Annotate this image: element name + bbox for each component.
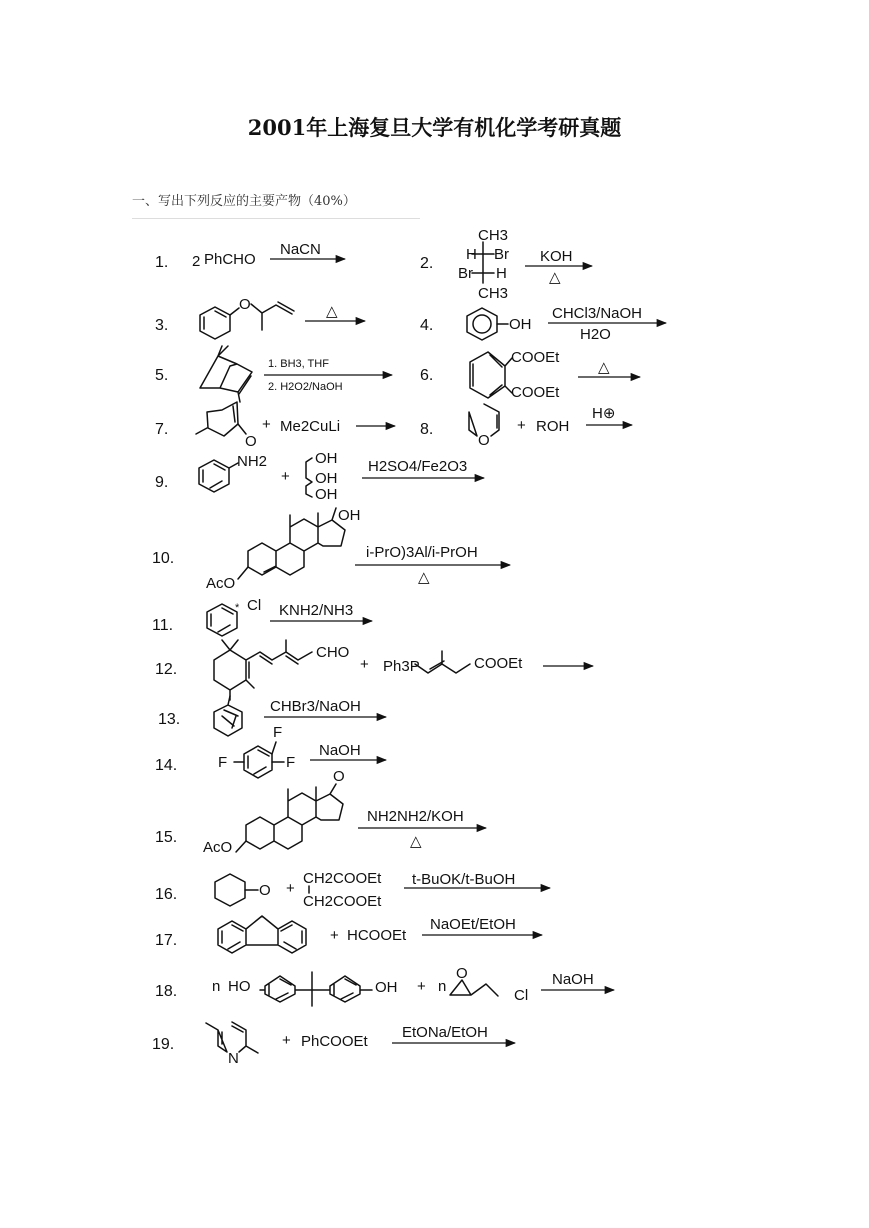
reagent-text: PhCHO: [204, 251, 256, 268]
bond: [236, 841, 246, 852]
atom-label: OH: [315, 470, 338, 487]
reagent-text: HCOOEt: [347, 927, 407, 944]
reagent-text: ROH: [536, 418, 570, 435]
pinene-skeleton: [214, 696, 242, 736]
condition-below: △: [418, 569, 430, 586]
condition-above: NaOEt/EtOH: [430, 916, 516, 933]
item-number: 6.: [420, 367, 434, 384]
substituent-label: CH3: [478, 227, 509, 244]
condition-above: KNH2/NH3: [279, 602, 354, 619]
benzene-ring: [207, 604, 237, 636]
reaction-4: [420, 305, 666, 343]
plus-sign: +: [282, 1032, 291, 1049]
substituent-label: Br: [494, 246, 509, 263]
coefficient: n: [212, 978, 221, 995]
reaction-15: [155, 768, 486, 856]
reaction-18: [155, 965, 614, 1006]
condition-below: H2O: [580, 326, 611, 343]
atom-label: OH: [315, 450, 338, 467]
aromatic-circle: [473, 315, 491, 333]
item-number: 19.: [152, 1036, 175, 1053]
item-number: 14.: [155, 757, 178, 774]
substituent-label: H: [496, 265, 507, 282]
condition-above: H2SO4/Fe2O3: [368, 458, 468, 475]
item-number: 17.: [155, 932, 178, 949]
coefficient: n: [438, 978, 447, 995]
item-number: 8.: [420, 421, 434, 438]
atom-label: Cl: [247, 597, 262, 614]
substituent-label: H: [466, 246, 477, 263]
atom-label: N: [228, 1050, 239, 1067]
condition-below: △: [410, 833, 422, 850]
bond: [238, 567, 248, 579]
plus-sign: +: [330, 927, 339, 944]
coefficient: 2: [192, 253, 201, 270]
ionone-polyene: [214, 640, 312, 700]
reaction-9: [155, 450, 484, 503]
condition-above: 1. BH3, THF: [268, 358, 329, 370]
atom-label: Cl: [514, 987, 529, 1004]
ylide-chain: [415, 651, 470, 673]
epoxide-ring: [450, 980, 498, 996]
item-number: 11.: [152, 617, 174, 634]
atom-label: O: [259, 882, 271, 899]
reaction-8: [420, 404, 632, 449]
condition-above: H⊕: [592, 405, 616, 422]
item-number: 4.: [420, 317, 434, 334]
bond: [272, 742, 276, 754]
group-label: COOEt: [511, 384, 560, 401]
reaction-1: [155, 241, 345, 271]
substituent-label: Br: [458, 265, 473, 282]
item-number: 12.: [155, 661, 178, 678]
reaction-3: [155, 296, 365, 339]
reaction-10: [152, 507, 510, 592]
item-number: 2.: [420, 255, 434, 272]
steroid-skeleton: [246, 784, 343, 849]
condition-below: △: [549, 269, 561, 286]
atom-label: NH2: [237, 453, 268, 470]
condition-above: NaOH: [552, 971, 594, 988]
item-number: 1.: [155, 254, 169, 271]
bisphenol-a-skeleton: [260, 972, 372, 1006]
atom-label: OH: [375, 979, 398, 996]
glycerol-chain: [306, 458, 312, 497]
condition-above: △: [326, 303, 338, 320]
reagent-text: CH2COOEt: [303, 870, 382, 887]
reaction-16: [155, 870, 550, 910]
benzene-ring: [199, 460, 229, 492]
item-number: 7.: [155, 421, 169, 438]
reaction-2: [420, 227, 592, 302]
atom-label: F: [286, 754, 296, 771]
reagent-text: CH2COOEt: [303, 893, 382, 910]
vinyl-double-bond: [278, 302, 294, 311]
condition-above: CHCl3/NaOH: [552, 305, 643, 322]
condition-above: NaOH: [319, 742, 361, 759]
atom-label: O: [245, 433, 257, 450]
reaction-5: [155, 346, 392, 402]
reagent-text: PhCOOEt: [301, 1033, 368, 1050]
atom-label: AcO: [206, 575, 236, 592]
condition-above: NH2NH2/KOH: [367, 808, 464, 825]
condition-above: CHBr3/NaOH: [270, 698, 361, 715]
atom-label: OH: [338, 507, 361, 524]
fluorene-skeleton: [218, 916, 306, 953]
atom-label: AcO: [203, 839, 233, 856]
steroid-skeleton: [248, 508, 345, 575]
atom-label: OH: [509, 316, 532, 333]
atom-label: F: [218, 754, 228, 771]
page-title: 2001年上海复旦大学有机化学考研真题: [247, 115, 622, 140]
atom-label: O: [478, 432, 490, 449]
reaction-17: [155, 916, 542, 953]
condition-above: i-PrO)3Al/i-PrOH: [366, 544, 478, 561]
group-label: COOEt: [474, 655, 523, 672]
condition-below: 2. H2O2/NaOH: [268, 381, 343, 393]
condition-above: △: [598, 359, 610, 376]
benzene-ring: [244, 746, 272, 778]
condition-above: EtONa/EtOH: [402, 1024, 488, 1041]
atom-label: O: [456, 965, 468, 982]
atom-label: O: [333, 768, 345, 785]
reaction-11: [152, 597, 372, 636]
plus-sign: +: [517, 417, 526, 434]
pyridine-ring: [206, 1022, 258, 1053]
item-number: 9.: [155, 474, 169, 491]
condition-above: t-BuOK/t-BuOH: [412, 871, 516, 888]
group-label: CHO: [316, 644, 350, 661]
cyclohexanone-ring: [215, 874, 245, 906]
reaction-7: [155, 402, 395, 450]
reagent-text: Me2CuLi: [280, 418, 341, 435]
condition-above: KOH: [540, 248, 573, 265]
atom-label: HO: [228, 978, 251, 995]
bicyclic-alkene: [200, 346, 252, 402]
atom-label: F: [273, 724, 283, 741]
plus-sign: +: [262, 416, 271, 433]
plus-sign: +: [281, 468, 290, 485]
condition-above: NaCN: [280, 241, 321, 258]
atom-label: OH: [315, 486, 338, 503]
item-number: 16.: [155, 886, 178, 903]
item-number: 18.: [155, 983, 178, 1000]
atom-label: O: [239, 296, 251, 313]
reaction-12: [155, 640, 593, 700]
plus-sign: +: [286, 880, 295, 897]
item-number: 15.: [155, 829, 178, 846]
reaction-6: [420, 349, 640, 401]
item-number: 13.: [158, 711, 181, 728]
reaction-14: [155, 724, 386, 778]
substituent-label: CH3: [478, 285, 509, 302]
isotope-label: *: [235, 602, 240, 614]
item-number: 10.: [152, 550, 175, 567]
triene-chain: [470, 352, 512, 398]
item-number: 5.: [155, 367, 169, 384]
plus-sign: +: [360, 656, 369, 673]
reagent-text: Ph3P: [383, 658, 420, 675]
reaction-19: [152, 1022, 515, 1067]
group-label: COOEt: [511, 349, 560, 366]
reaction-13: [158, 696, 386, 736]
section-heading: 一、写出下列反应的主要产物（40%）: [132, 194, 356, 209]
plus-sign: +: [417, 978, 426, 995]
item-number: 3.: [155, 317, 169, 334]
benzene-ring: [467, 308, 497, 340]
benzene-ring: [200, 307, 230, 339]
cyclohexenone-ring: [196, 402, 238, 436]
